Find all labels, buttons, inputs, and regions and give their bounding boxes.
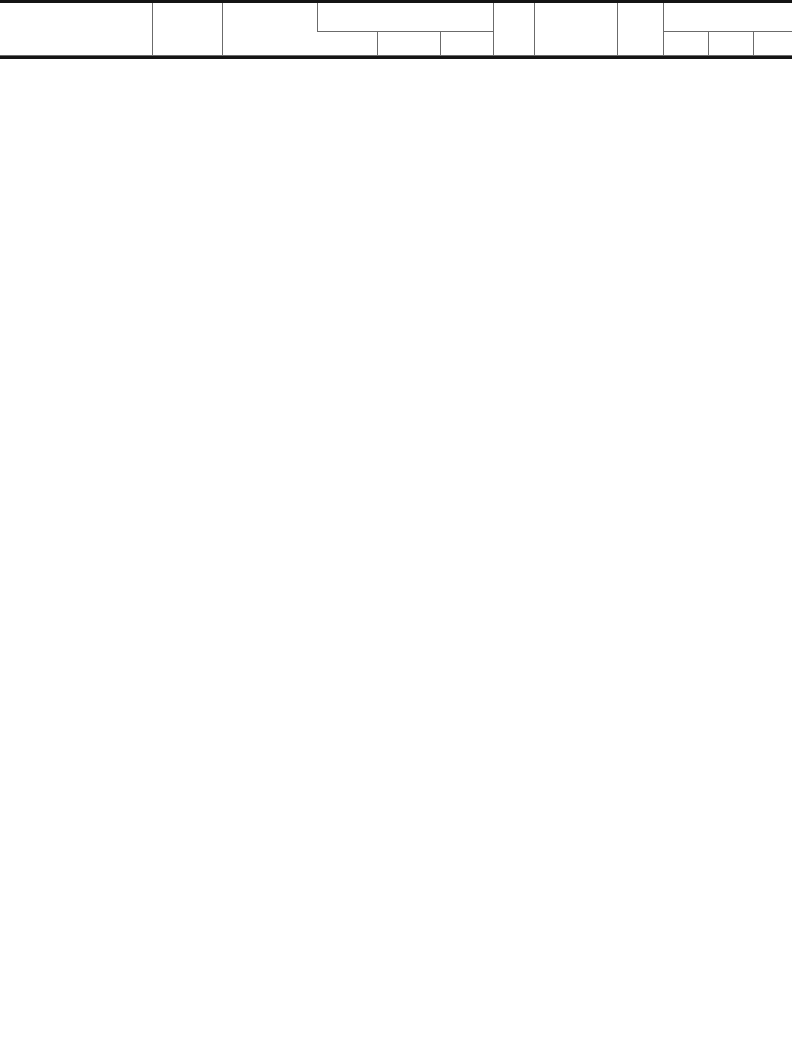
- table-header: [0, 3, 792, 55]
- col-header-busbar: [534, 3, 617, 55]
- col-header-price-group: [663, 3, 792, 31]
- col-header-appearance: [0, 3, 152, 55]
- col-header-price-05s: [708, 31, 753, 55]
- spec-price-table-wrap: [0, 0, 792, 59]
- col-header-accuracy-group: [317, 3, 493, 31]
- col-header-turns: [493, 3, 534, 55]
- col-header-spec: [152, 3, 222, 55]
- col-header-bore: [617, 3, 663, 55]
- col-header-acc-05s: [377, 31, 440, 55]
- col-header-price-02s: [753, 31, 792, 55]
- col-header-acc-02s: [440, 31, 493, 55]
- col-header-ratio: [222, 3, 317, 55]
- col-header-price-02: [663, 31, 708, 55]
- col-header-acc-02: [317, 31, 377, 55]
- spec-price-table: [0, 3, 792, 56]
